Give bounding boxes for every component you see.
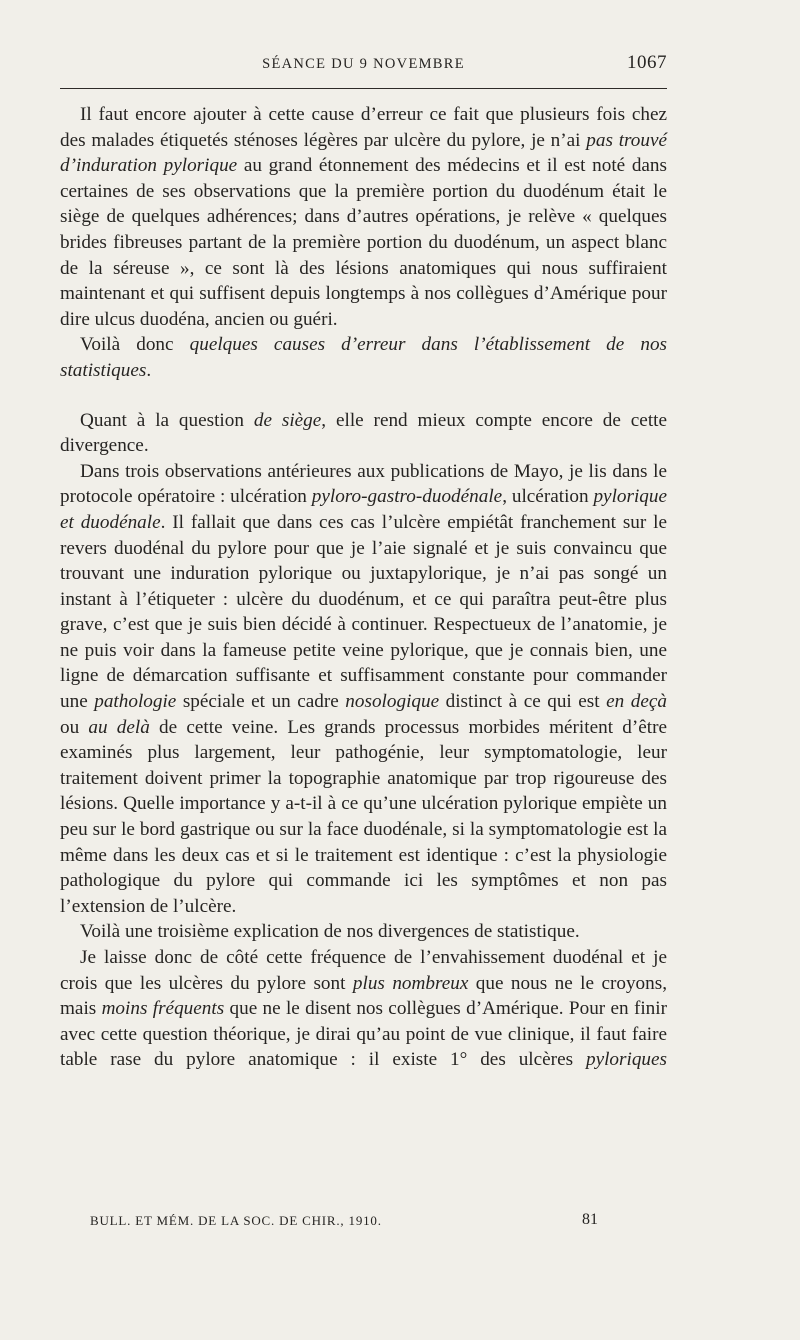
italic-text: plus nombreux [352, 972, 469, 994]
italic-text: moins fréquents [101, 998, 225, 1020]
italic-text: de siège [253, 409, 322, 431]
text-run: spéciale et un cadre [176, 691, 346, 713]
text-run: que nous ne le croyons, mais [60, 972, 667, 1020]
text-run: . [146, 359, 152, 381]
text-run: Quant à la question [80, 409, 254, 431]
text-run: Voilà donc [80, 334, 190, 356]
text-run: Voilà une troisième explication de nos divergences de statistique. [80, 921, 580, 943]
text-run: , ulcération [502, 486, 594, 508]
italic-text: quelques causes d’erreur dans l’établissement de nos statistiques [60, 334, 668, 381]
italic-text: pyloriques [585, 1049, 667, 1071]
paragraph [60, 945, 667, 1073]
book-page [60, 48, 667, 1073]
text-run: Il faut encore ajouter à cette cause d’erreur ce fait que plusieurs fois chez des malades étiquetés sténoses légères par ulcère du pylore, je n’ai [60, 104, 667, 151]
text-run: au grand étonnement des médecins et il est noté dans certaines de ses observations que la première portion du duodénum était le siège de quelques adhérences; dans d’autres opérations, je relève « quelques brides fibreuses partant de la première portion du duodénum, un aspect blanc de la séreuse », ce sont là des lésions anatomiques qui nous suffiraient maintenant et qui suffisent depuis longtemps à nos collègues d’Amérique pour dire ulcus duodéna, ancien ou guéri. [60, 155, 667, 330]
text-run: distinct à ce qui est [439, 691, 607, 713]
text-run: ou [60, 716, 89, 738]
italic-text: pas trouvé d’induration pylorique [60, 129, 667, 177]
running-header [60, 48, 667, 82]
paragraph [60, 102, 667, 332]
italic-text: en deçà [606, 691, 667, 713]
italic-text: au delà [88, 716, 150, 738]
text-run: . Il fallait que dans ces cas l’ulcère empiétât franchement sur le revers duodénal du pylore pour que je l’aie signalé et je suis convaincu que trouvant une induration pylorique ou juxtapylorique, je n’ai pas songé un instant à l’étiqueter : ulcère du duodénum, et ce qui paraîtra peut-être plus grave, c’est que je suis bien décidé à continuer. Respectueux de l’anatomie, je ne puis voir dans la fameuse petite veine pylorique, que je connais bien, une ligne de démarcation suffisante et suffisamment constante pour commander une [60, 511, 667, 713]
paragraph [60, 332, 667, 383]
text-run: de cette veine. Les grands processus morbides méritent d’être examinés plus largement, leur pathogénie, leur symptomatologie, leur traitement doivent primer la topographie anatomique par trop rigoureuse des lésions. Quelle importance y a-t-il à ce qu’une ulcération pylorique empiète un peu sur le bord gastrique ou sur la face duodénale, si la symptomatologie est la même dans les deux cas et si le traitement est identique : c’est la physiologie pathologique du pylore qui commande ici les symptômes et non pas l’extension de l’ulcère. [60, 716, 667, 917]
running-title: SÉANCE DU 9 NOVEMBRE [262, 56, 465, 72]
italic-text: pylorique et duodénale [60, 486, 667, 533]
paragraph-gap [60, 384, 667, 408]
text-run: Dans trois observations antérieures aux publications de Mayo, je lis dans le protocole opératoire : ulcération [60, 460, 667, 508]
page-footer [90, 1211, 610, 1233]
footer-journal: BULL. ET MÉM. DE LA SOC. DE CHIR., 1910. [90, 1213, 382, 1228]
paragraph [60, 459, 667, 920]
italic-text: nosologique [345, 691, 440, 713]
text-run: que ne le disent nos collègues d’Amérique. Pour en finir avec cette question théorique, je dirai qu’au point de vue clinique, il faut faire table rase du pylore anatomique : il existe 1° des ulcères [60, 998, 667, 1071]
italic-text: pathologie [94, 691, 177, 713]
page-number: 1067 [627, 52, 667, 73]
footer-sheet-number: 81 [582, 1211, 598, 1228]
text-run: , elle rend mieux compte encore de cette divergence. [60, 409, 667, 457]
paragraph [60, 408, 667, 459]
header-rule [60, 88, 667, 89]
text-run: Je laisse donc de côté cette fréquence de l’envahissement duodénal et je crois que les ulcères du pylore sont [60, 947, 667, 994]
paragraph [60, 919, 667, 945]
body-text [60, 102, 667, 1073]
italic-text: pyloro-gastro-duodénale [311, 486, 503, 508]
